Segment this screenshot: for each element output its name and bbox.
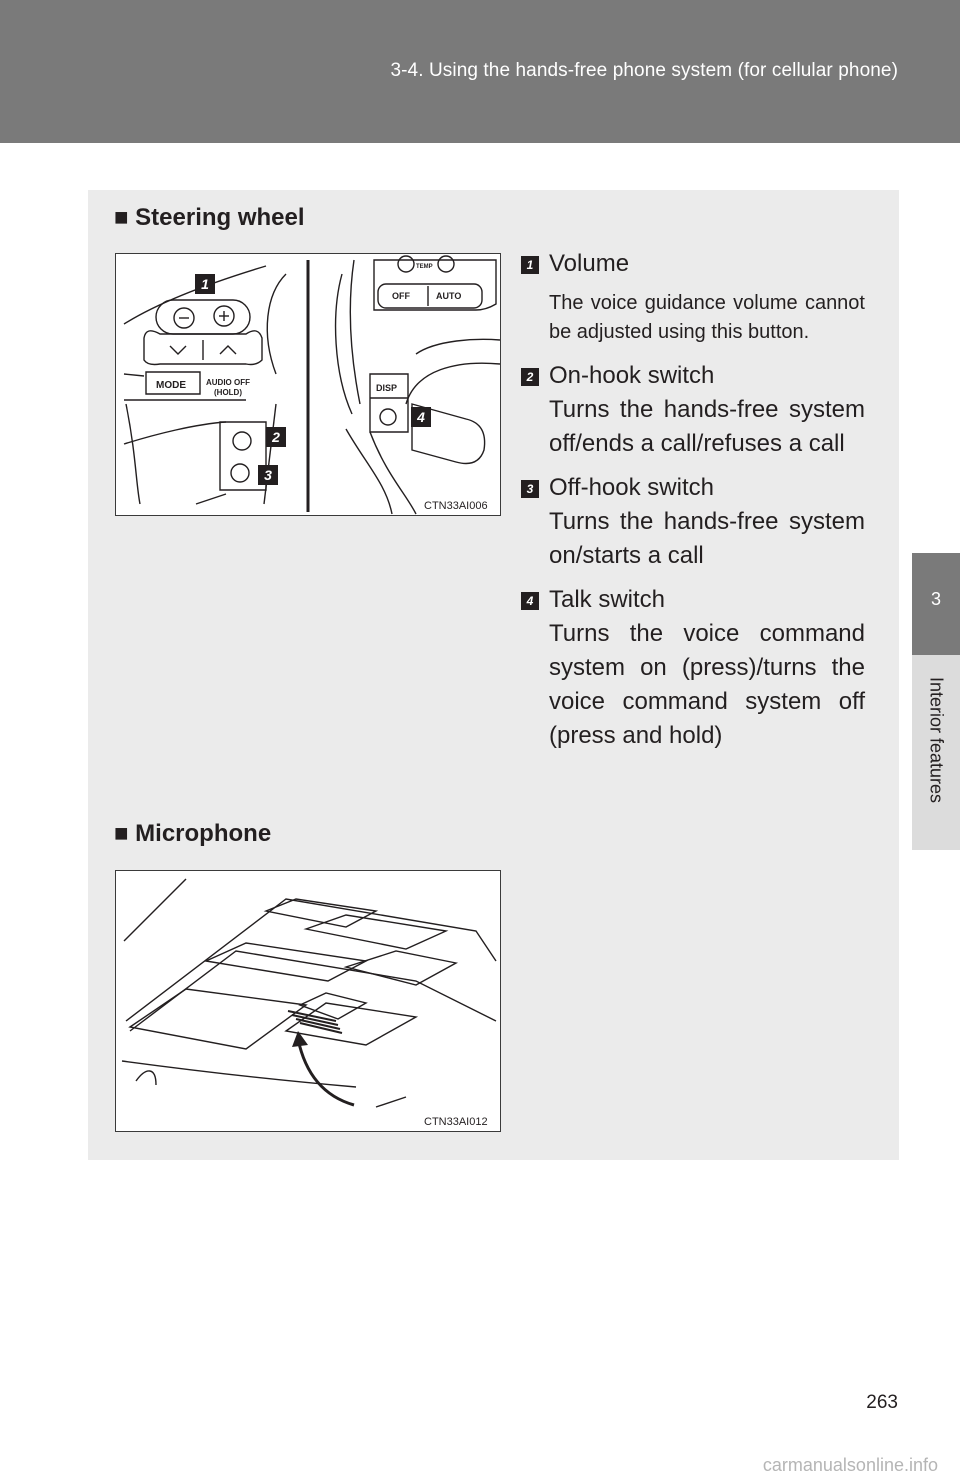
temp-label: TEMP — [416, 264, 433, 270]
item-title: On-hook switch — [549, 362, 715, 389]
hold-label: (HOLD) — [214, 388, 242, 397]
mode-button-label: MODE — [156, 380, 186, 391]
page-number: 263 — [866, 1392, 898, 1413]
item-title: Talk switch — [549, 586, 666, 613]
microphone-figure — [115, 870, 501, 1132]
audio-off-label: AUDIO OFF — [206, 378, 250, 387]
header-title: 3-4. Using the hands-free phone system (for cellular phone) — [390, 60, 898, 81]
figure-code: CTN33AI006 — [424, 500, 488, 512]
item-description: Turns the hands-free system off/ends a call/refuses a call — [549, 396, 865, 457]
callout-4: 4 — [411, 407, 431, 427]
microphone-illustration — [116, 871, 501, 1132]
item-description: Turns the voice command system on (press)/turns the voice command system off (press and hold) — [549, 620, 865, 749]
auto-button-label: AUTO — [436, 291, 462, 301]
callout-3: 3 — [258, 465, 278, 485]
disp-button-label: DISP — [376, 383, 398, 393]
switch-descriptions — [521, 247, 865, 763]
item-number-badge: 3 — [521, 480, 539, 498]
steering-wheel-illustration — [116, 254, 501, 516]
chapter-tab[interactable] — [912, 553, 960, 655]
item-number-badge: 2 — [521, 368, 539, 386]
watermark[interactable]: carmanualsonline.info — [762, 1455, 938, 1475]
item-off-hook-switch — [521, 471, 865, 573]
steering-wheel-figure — [115, 253, 501, 516]
item-description: Turns the hands-free system on/starts a call — [549, 508, 865, 569]
section-heading-microphone: ■ Microphone — [114, 820, 272, 847]
callout-2: 2 — [266, 427, 286, 447]
item-title: Volume — [549, 250, 630, 277]
chapter-label: Interior features — [926, 676, 947, 804]
item-talk-switch — [521, 583, 865, 753]
page-header — [0, 0, 960, 143]
figure-code: CTN33AI012 — [424, 1116, 488, 1128]
item-description: The voice guidance volume cannot be adjusted using this button. — [549, 292, 865, 343]
section-heading-steering-wheel: ■ Steering wheel — [114, 204, 305, 231]
chapter-number: 3 — [930, 589, 941, 609]
item-number-badge: 4 — [521, 592, 539, 610]
item-title: Off-hook switch — [549, 474, 714, 501]
item-on-hook-switch — [521, 359, 865, 461]
callout-1: 1 — [195, 274, 215, 294]
item-volume — [521, 247, 865, 347]
item-number-badge: 1 — [521, 256, 539, 274]
off-button-label: OFF — [392, 291, 410, 301]
